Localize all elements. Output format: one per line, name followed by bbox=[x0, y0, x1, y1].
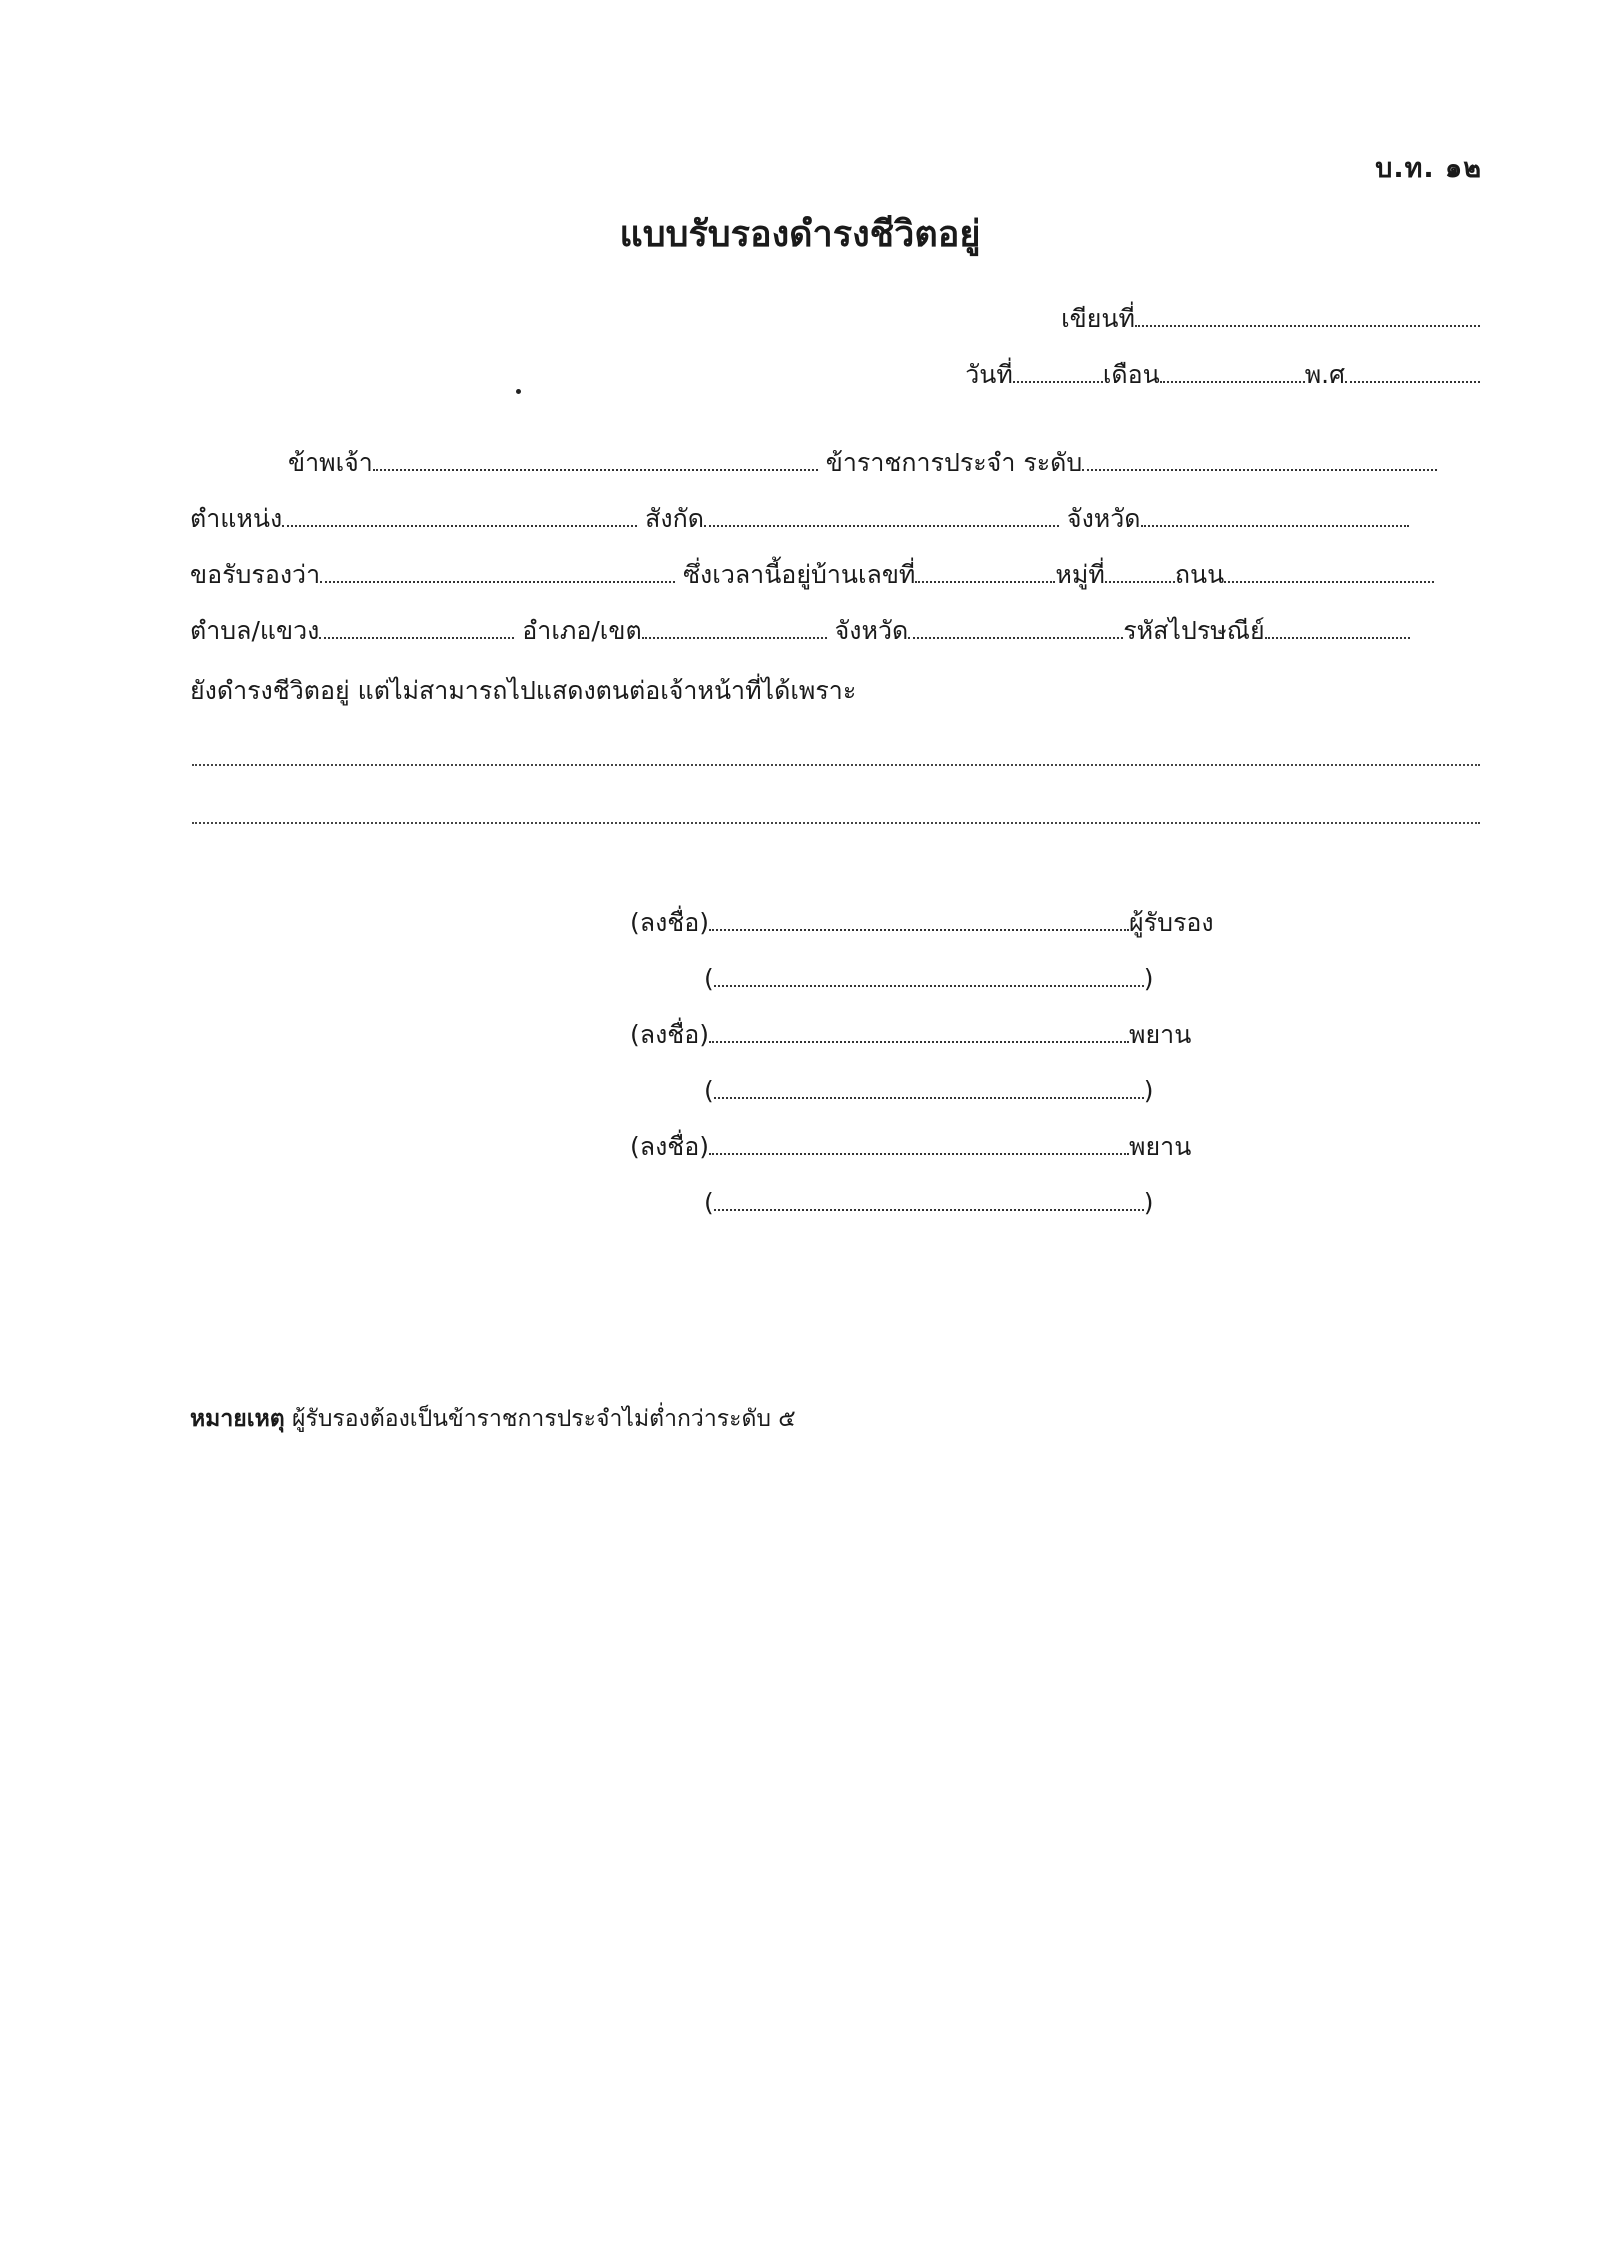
written-at-label: เขียนที่ bbox=[1061, 304, 1135, 333]
written-at-row bbox=[1061, 302, 1480, 336]
scan-speck bbox=[516, 389, 521, 394]
postal-label: รหัสไปรษณีย์ bbox=[1123, 616, 1265, 645]
province-field[interactable] bbox=[1141, 503, 1409, 527]
position-row bbox=[190, 502, 1409, 536]
month-field[interactable] bbox=[1160, 359, 1305, 383]
witness1-signature-field[interactable] bbox=[709, 1019, 1129, 1043]
open-paren: ( bbox=[704, 1188, 714, 1217]
house-number-field[interactable] bbox=[915, 559, 1055, 583]
amphoe-field[interactable] bbox=[642, 615, 827, 639]
date-label: วันที่ bbox=[965, 360, 1013, 389]
note-label: หมายเหตุ bbox=[190, 1406, 285, 1432]
province2-label: จังหวัด bbox=[834, 616, 909, 645]
certifier-role: ผู้รับรอง bbox=[1129, 908, 1214, 937]
affiliation-label: สังกัด bbox=[645, 504, 704, 533]
road-field[interactable] bbox=[1224, 559, 1434, 583]
form-title: แบบรับรองดำรงชีวิตอยู่ bbox=[619, 214, 981, 255]
certifier-name-field[interactable] bbox=[714, 963, 1144, 987]
name-field[interactable] bbox=[373, 447, 818, 471]
witness2-signature-field[interactable] bbox=[709, 1131, 1129, 1155]
written-at-field[interactable] bbox=[1135, 303, 1480, 327]
official-label: ข้าราชการประจำ ระดับ bbox=[825, 448, 1083, 477]
form-code: บ.ท. ๑๒ bbox=[1375, 153, 1482, 184]
certifier-signature-row bbox=[630, 906, 1214, 940]
tambon-field[interactable] bbox=[319, 615, 514, 639]
open-paren: ( bbox=[704, 964, 714, 993]
certifier-name-row bbox=[704, 962, 1154, 996]
sign-label: (ลงชื่อ) bbox=[630, 1020, 710, 1049]
witness2-name-field[interactable] bbox=[714, 1187, 1144, 1211]
date-row bbox=[965, 358, 1480, 392]
address-label: ซึ่งเวลานี้อยู่บ้านเลขที่ bbox=[683, 560, 916, 589]
sign-label: (ลงชื่อ) bbox=[630, 1132, 710, 1161]
position-field[interactable] bbox=[282, 503, 637, 527]
year-label: พ.ศ bbox=[1304, 360, 1345, 389]
witness2-signature-row bbox=[630, 1130, 1191, 1164]
witness1-name-row bbox=[704, 1074, 1154, 1108]
close-paren: ) bbox=[1143, 1076, 1154, 1105]
reason-sentence: ยังดำรงชีวิตอยู่ แต่ไม่สามารถไปแสดงตนต่อเจ้าหน้าที่ได้เพราะ bbox=[190, 676, 857, 705]
affiliation-field[interactable] bbox=[704, 503, 1059, 527]
certify-name-field[interactable] bbox=[320, 559, 675, 583]
location-row bbox=[190, 614, 1410, 648]
witness1-signature-row bbox=[630, 1018, 1191, 1052]
close-paren: ) bbox=[1143, 964, 1154, 993]
moo-field[interactable] bbox=[1105, 559, 1175, 583]
self-row bbox=[288, 446, 1437, 480]
province2-field[interactable] bbox=[908, 615, 1123, 639]
reason-line-2[interactable] bbox=[192, 822, 1480, 824]
tambon-label: ตำบล/แขวง bbox=[190, 616, 320, 645]
certify-row bbox=[190, 558, 1434, 592]
witness-role: พยาน bbox=[1129, 1020, 1192, 1049]
year-field[interactable] bbox=[1345, 359, 1480, 383]
road-label: ถนน bbox=[1174, 560, 1225, 589]
province-label: จังหวัด bbox=[1066, 504, 1141, 533]
sign-label: (ลงชื่อ) bbox=[630, 908, 710, 937]
level-field[interactable] bbox=[1082, 447, 1437, 471]
amphoe-label: อำเภอ/เขต bbox=[522, 616, 642, 645]
certifier-signature-field[interactable] bbox=[709, 907, 1129, 931]
postal-field[interactable] bbox=[1265, 615, 1410, 639]
certify-label: ขอรับรองว่า bbox=[190, 560, 321, 589]
witness-role: พยาน bbox=[1129, 1132, 1192, 1161]
note-row bbox=[190, 1402, 796, 1436]
open-paren: ( bbox=[704, 1076, 714, 1105]
moo-label: หมู่ที่ bbox=[1055, 560, 1105, 589]
note-text: ผู้รับรองต้องเป็นข้าราชการประจำไม่ต่ำกว่าระดับ ๕ bbox=[292, 1406, 796, 1432]
date-field[interactable] bbox=[1013, 359, 1103, 383]
self-label: ข้าพเจ้า bbox=[288, 448, 373, 477]
close-paren: ) bbox=[1143, 1188, 1154, 1217]
witness1-name-field[interactable] bbox=[714, 1075, 1144, 1099]
month-label: เดือน bbox=[1102, 360, 1160, 389]
reason-line-1[interactable] bbox=[192, 764, 1480, 766]
witness2-name-row bbox=[704, 1186, 1154, 1220]
position-label: ตำแหน่ง bbox=[190, 504, 283, 533]
